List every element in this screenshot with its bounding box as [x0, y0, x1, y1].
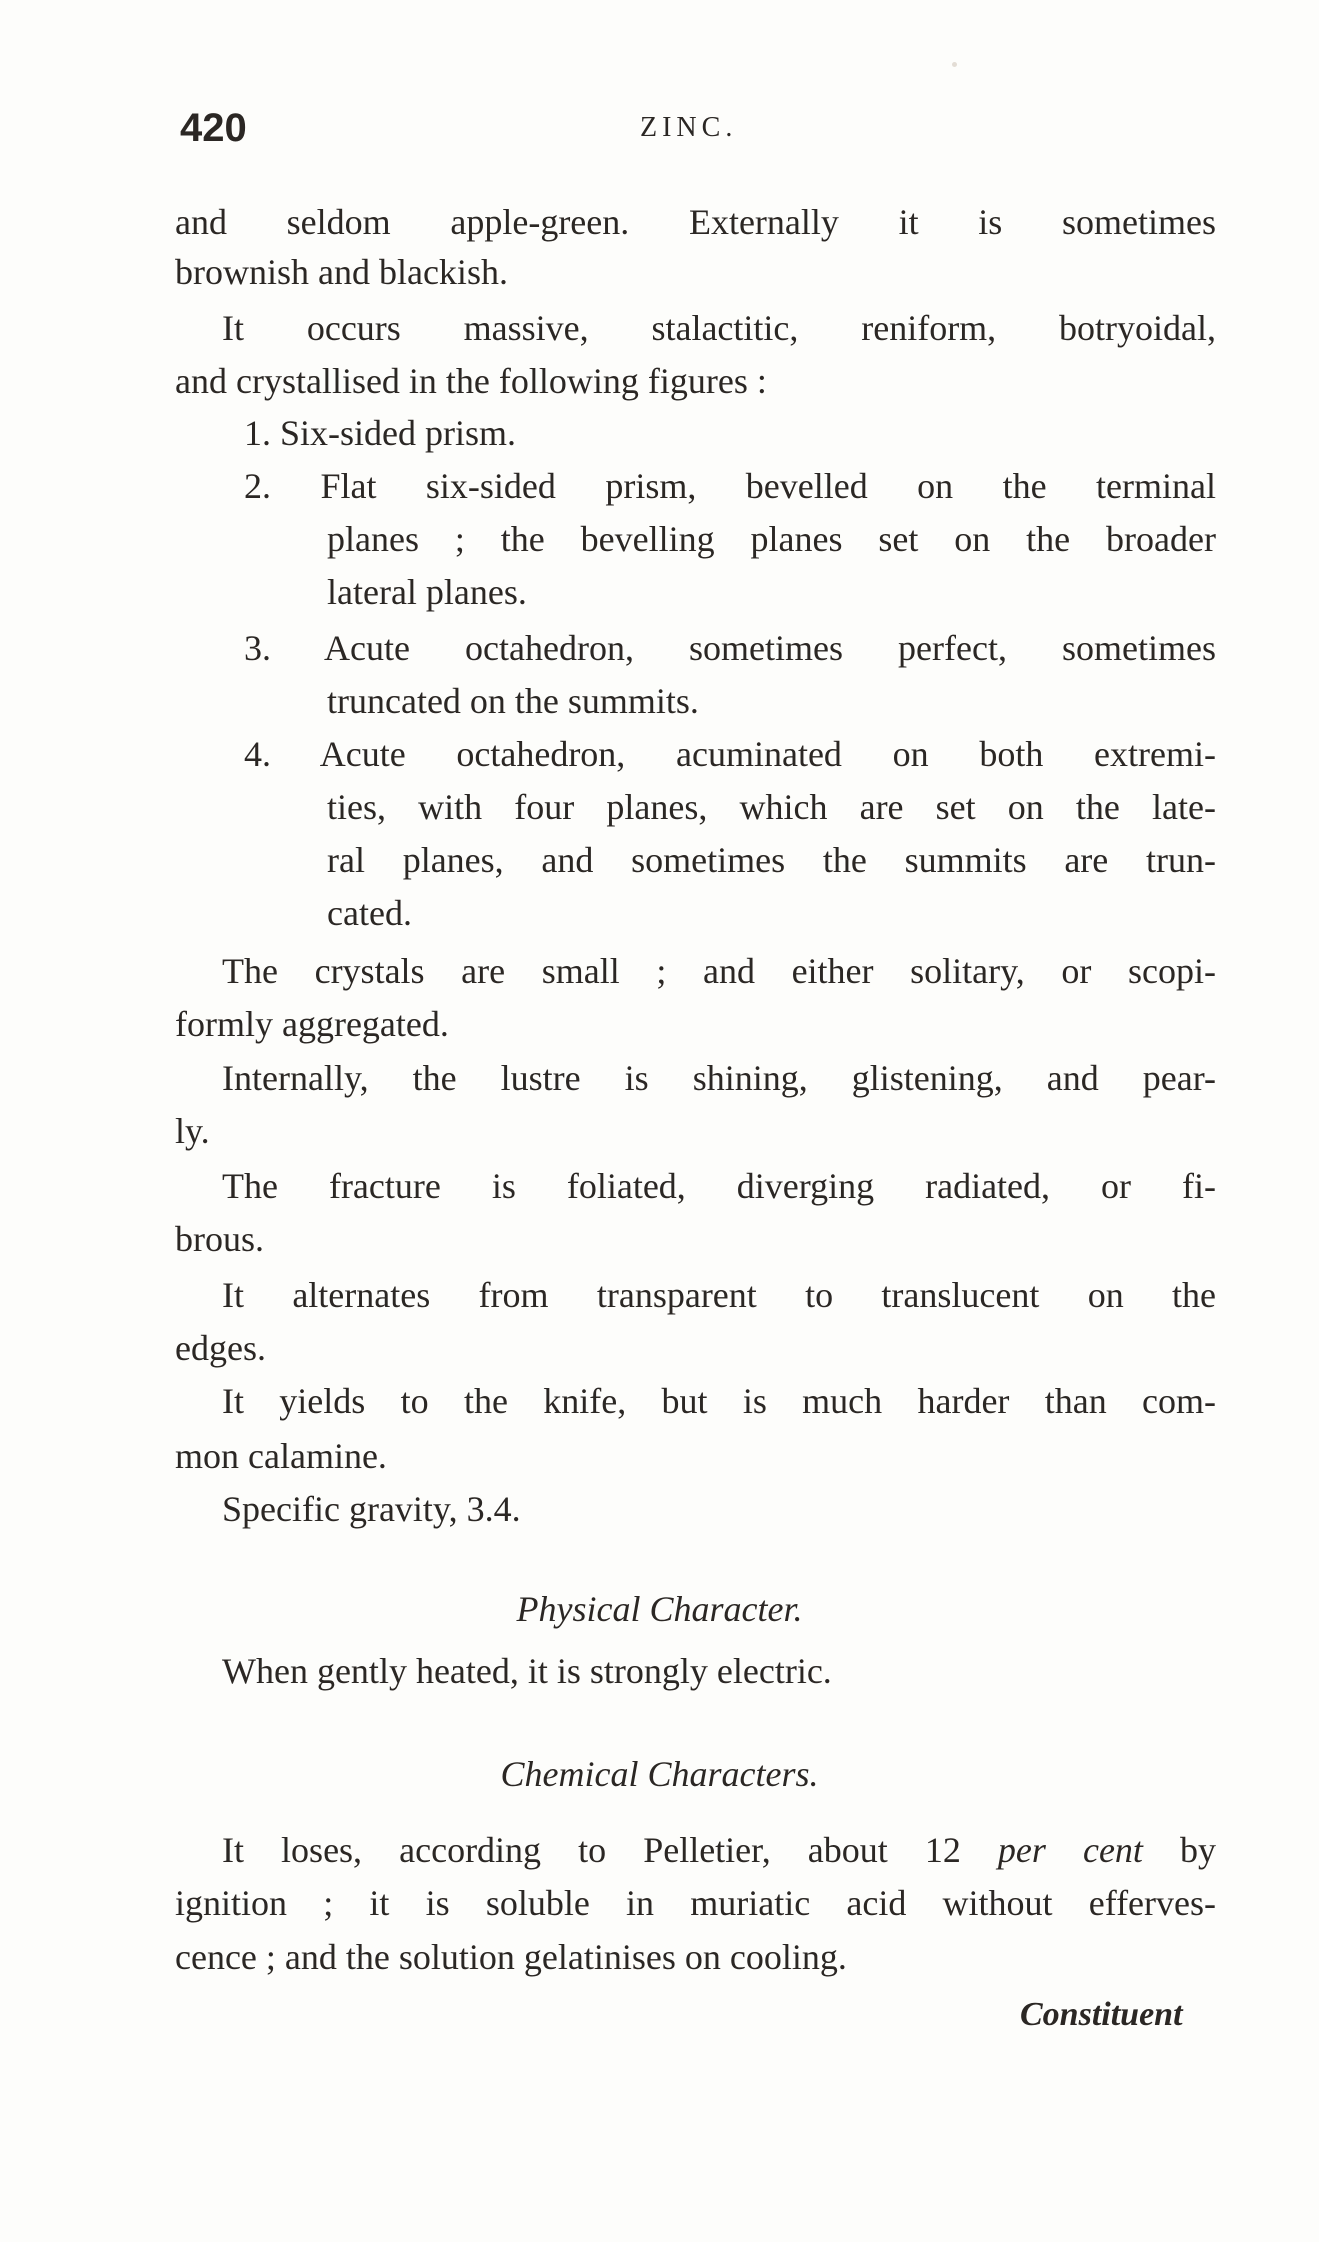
text-line: The crystals are small ; and either solitary, or scopi-	[222, 951, 1216, 991]
text-segment: by	[1180, 1830, 1217, 1870]
text-line: formly aggregated.	[175, 1004, 449, 1044]
text-line: ly.	[175, 1111, 210, 1151]
text-line: ral planes, and sometimes the summits are trun-	[327, 840, 1216, 880]
scan-speck	[952, 62, 957, 67]
catchword: Constituent	[1020, 1996, 1183, 2033]
text-line: The fracture is foliated, diverging radiated, or fi-	[222, 1166, 1216, 1206]
text-line: cence ; and the solution gelatinises on cooling.	[175, 1937, 847, 1977]
text-line: When gently heated, it is strongly electric.	[222, 1651, 832, 1691]
list-item: 4. Acute octahedron, acuminated on both extremi-	[244, 734, 1216, 774]
italic-text: per cent	[997, 1830, 1143, 1870]
text-line: and crystallised in the following figures :	[175, 361, 767, 401]
text-line: truncated on the summits.	[327, 681, 699, 721]
text-line: edges.	[175, 1328, 266, 1368]
text-line: cated.	[327, 893, 412, 933]
text-line: mon calamine.	[175, 1436, 387, 1476]
text-line: and seldom apple-green. Externally it is sometimes	[175, 202, 1216, 242]
list-item: 2. Flat six-sided prism, bevelled on the terminal	[244, 466, 1216, 506]
text-line: brownish and blackish.	[175, 252, 508, 292]
running-title: ZINC.	[640, 112, 738, 143]
text-line: ties, with four planes, which are set on the late-	[327, 787, 1216, 827]
text-line: ignition ; it is soluble in muriatic acid without efferves-	[175, 1883, 1216, 1923]
text-line: planes ; the bevelling planes set on the broader	[327, 519, 1216, 559]
text-line: It alternates from transparent to translucent on the	[222, 1275, 1216, 1315]
text-line	[222, 1826, 1216, 1874]
text-line: lateral planes.	[327, 572, 527, 612]
text-line: It occurs massive, stalactitic, reniform, botryoidal,	[222, 308, 1216, 348]
section-heading-physical: Physical Character.	[516, 1589, 803, 1629]
text-line: Specific gravity, 3.4.	[222, 1489, 521, 1529]
text-line: brous.	[175, 1219, 264, 1259]
list-item: 3. Acute octahedron, sometimes perfect, sometimes	[244, 628, 1216, 668]
text-line: It yields to the knife, but is much harder than com-	[222, 1381, 1216, 1421]
text-line: Internally, the lustre is shining, glistening, and pear-	[222, 1058, 1216, 1098]
list-item: 1. Six-sided prism.	[244, 413, 517, 453]
section-heading-chemical: Chemical Characters.	[500, 1754, 819, 1794]
text-segment: It loses, according to Pelletier, about 12	[222, 1830, 961, 1870]
page-number: 420	[180, 106, 247, 150]
